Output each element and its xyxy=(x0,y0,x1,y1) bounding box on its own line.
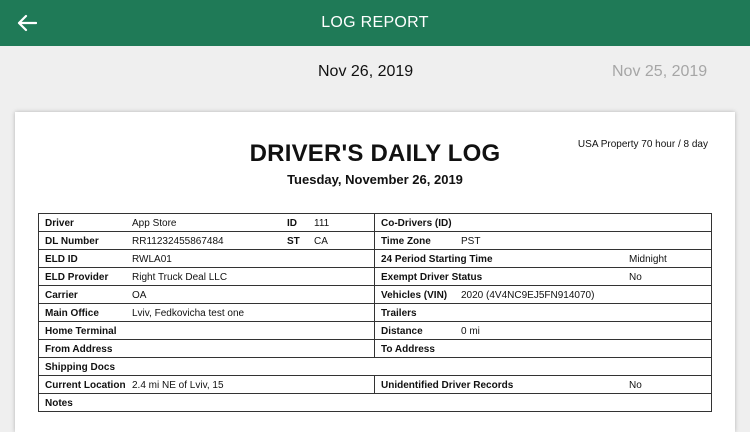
eld-id-label: ELD ID xyxy=(45,254,78,265)
main-office-value: Lviv, Fedkovicha test one xyxy=(132,308,245,319)
notes-label: Notes xyxy=(45,398,73,409)
table-row xyxy=(39,286,711,304)
back-button[interactable] xyxy=(14,10,40,36)
table-row xyxy=(39,358,711,376)
hours-rule-label: USA Property 70 hour / 8 day xyxy=(577,139,708,150)
table-row xyxy=(39,250,711,268)
exempt-status-value: No xyxy=(629,272,642,283)
trailers-label: Trailers xyxy=(381,308,417,319)
current-location-label: Current Location xyxy=(45,380,126,391)
to-address-label: To Address xyxy=(381,344,435,355)
shipping-docs-label: Shipping Docs xyxy=(45,362,115,373)
log-sheet xyxy=(15,112,735,432)
co-drivers-label: Co-Drivers (ID) xyxy=(381,218,452,229)
from-address-label: From Address xyxy=(45,344,113,355)
vehicles-label: Vehicles (VIN) xyxy=(381,290,448,301)
state-label: ST xyxy=(287,236,300,247)
eld-provider-label: ELD Provider xyxy=(45,272,109,283)
log-title: DRIVER'S DAILY LOG xyxy=(249,140,501,167)
vehicles-value: 2020 (4V4NC9EJ5FN914070) xyxy=(461,290,595,301)
time-zone-value: PST xyxy=(461,236,481,247)
distance-value: 0 mi xyxy=(461,326,480,337)
table-row xyxy=(39,322,711,340)
current-date[interactable]: Nov 26, 2019 xyxy=(318,63,414,80)
id-label: ID xyxy=(287,218,297,229)
page-title: LOG REPORT xyxy=(321,14,429,31)
eld-id-value: RWLA01 xyxy=(132,254,172,265)
current-location-value: 2.4 mi NE of Lviv, 15 xyxy=(132,380,224,391)
table-row xyxy=(39,304,711,322)
arrow-left-icon xyxy=(17,14,37,32)
driver-value: App Store xyxy=(132,218,177,229)
exempt-status-label: Exempt Driver Status xyxy=(381,272,483,283)
home-terminal-label: Home Terminal xyxy=(45,326,117,337)
time-zone-label: Time Zone xyxy=(381,236,431,247)
table-row xyxy=(39,214,711,232)
distance-label: Distance xyxy=(381,326,423,337)
previous-date[interactable]: Nov 25, 2019 xyxy=(612,63,708,80)
table-row xyxy=(39,268,711,286)
table-row xyxy=(39,340,711,358)
main-office-label: Main Office xyxy=(45,308,99,319)
dl-number-label: DL Number xyxy=(45,236,99,247)
driver-label: Driver xyxy=(45,218,74,229)
dl-number-value: RR11232455867484 xyxy=(132,236,224,247)
log-date: Tuesday, November 26, 2019 xyxy=(287,172,463,187)
table-row xyxy=(39,394,711,412)
eld-provider-value: Right Truck Deal LLC xyxy=(132,272,228,283)
carrier-label: Carrier xyxy=(45,290,78,301)
log-details-table xyxy=(38,213,712,412)
table-row xyxy=(39,232,711,250)
id-value: 111 xyxy=(314,218,330,229)
top-app-bar xyxy=(0,0,750,46)
period-start-value: Midnight xyxy=(629,254,667,265)
carrier-value: OA xyxy=(132,290,147,301)
state-value: CA xyxy=(314,236,328,247)
table-row xyxy=(39,376,711,394)
unidentified-records-label: Unidentified Driver Records xyxy=(381,380,514,391)
date-selector xyxy=(0,46,750,98)
period-start-label: 24 Period Starting Time xyxy=(381,254,493,265)
unidentified-records-value: No xyxy=(629,380,642,391)
